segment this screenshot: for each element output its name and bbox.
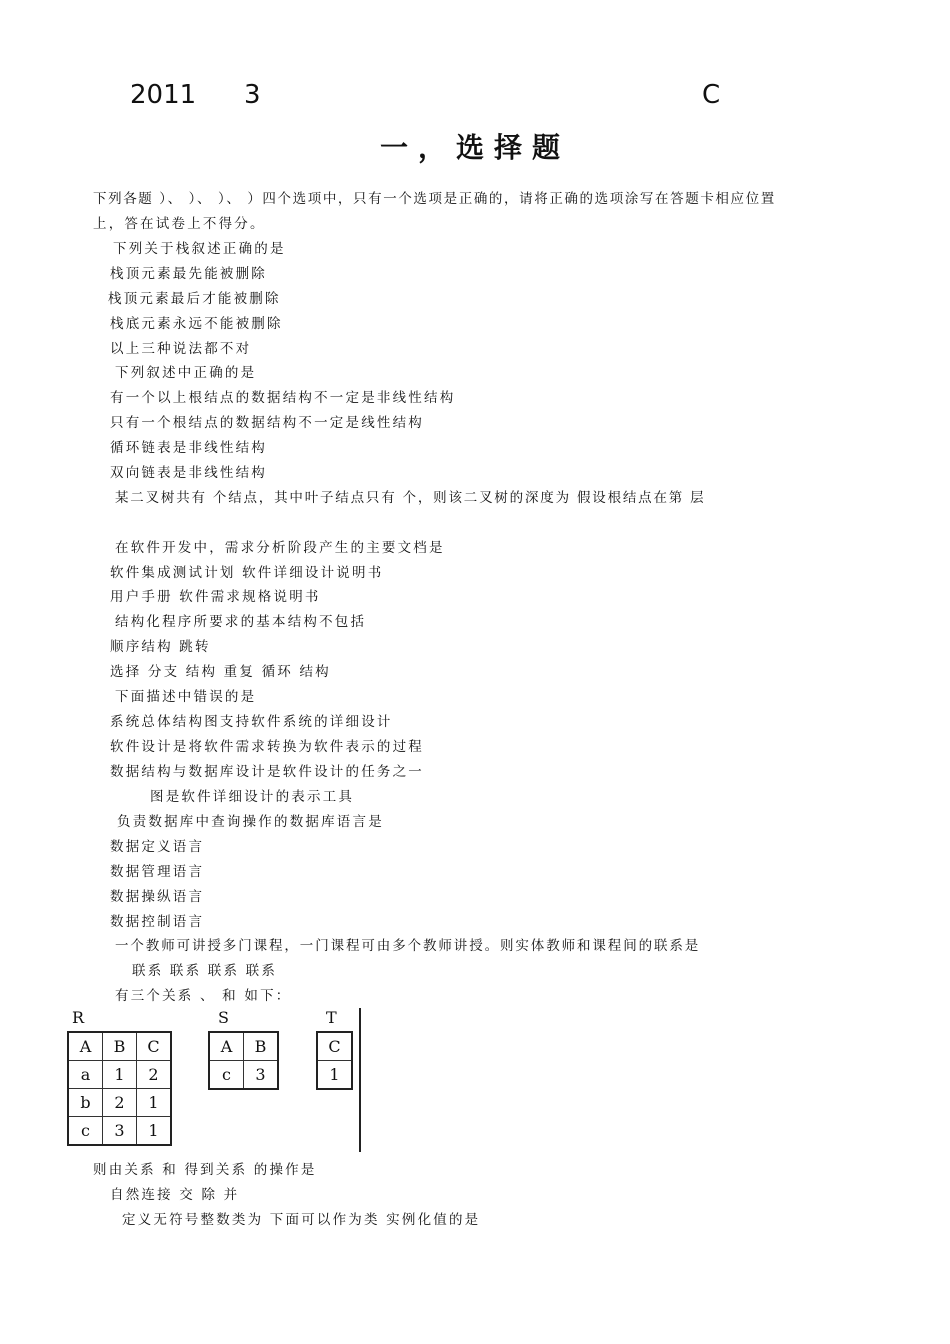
- option-line: 联系 联系 联系 联系: [132, 963, 278, 979]
- table-cell: a: [68, 1061, 103, 1089]
- option-line: 自然连接 交 除 并: [110, 1187, 240, 1203]
- header-month: 3: [244, 80, 261, 110]
- question-line: 有三个关系 、 和 如下：: [115, 988, 292, 1004]
- table-cell: 1: [317, 1061, 352, 1090]
- option-line: 数据操纵语言: [110, 889, 205, 905]
- option-line: 数据定义语言: [110, 839, 205, 855]
- header-level: C: [702, 80, 721, 110]
- table-t-label: T: [326, 1008, 337, 1027]
- section-title: 一，选择题: [379, 131, 570, 164]
- table-cell: 3: [103, 1117, 137, 1146]
- table-cell: 3: [244, 1061, 279, 1090]
- header-year: 2011: [130, 80, 197, 110]
- question-line: 定义无符号整数类为 下面可以作为类 实例化值的是: [122, 1212, 481, 1228]
- option-line: 栈顶元素最后才能被删除: [108, 291, 281, 307]
- option-line: 以上三种说法都不对: [110, 341, 252, 357]
- option-line: 选择 分支 结构 重复 循环 结构: [110, 664, 331, 680]
- option-line: 数据结构与数据库设计是软件设计的任务之一: [110, 764, 424, 780]
- table-cell: 2: [103, 1089, 137, 1117]
- option-line: 数据控制语言: [110, 914, 205, 930]
- table-cell: 1: [103, 1061, 137, 1089]
- table-cell: b: [68, 1089, 103, 1117]
- table-cell: c: [68, 1117, 103, 1146]
- option-line: 顺序结构 跳转: [110, 639, 211, 655]
- table-cell: A: [68, 1032, 103, 1061]
- question-line: 一个教师可讲授多门课程，一门课程可由多个教师讲授。则实体教师和课程间的联系是: [115, 938, 701, 954]
- question-line: 在软件开发中，需求分析阶段产生的主要文档是: [115, 540, 445, 556]
- option-line: 只有一个根结点的数据结构不一定是线性结构: [110, 415, 424, 431]
- option-line: 数据管理语言: [110, 864, 205, 880]
- option-line: 系统总体结构图支持软件系统的详细设计: [110, 714, 393, 730]
- option-line: 软件集成测试计划 软件详细设计说明书: [110, 565, 384, 581]
- table-cell: B: [103, 1032, 137, 1061]
- question-line: 下面描述中错误的是: [115, 689, 257, 705]
- table-cell: A: [209, 1032, 244, 1061]
- table-cell: 1: [137, 1089, 172, 1117]
- option-line: 有一个以上根结点的数据结构不一定是非线性结构: [110, 390, 456, 406]
- option-line: 双向链表是非线性结构: [110, 465, 267, 481]
- option-line: 图是软件详细设计的表示工具: [150, 789, 355, 805]
- intro-line-1: 下列各题 ）、 ）、 ）、 ）四个选项中，只有一个选项是正确的，请将正确的选项涂写在答题卡相应位置: [93, 191, 776, 207]
- table-s-label: S: [218, 1008, 229, 1027]
- option-line: 软件设计是将软件需求转换为软件表示的过程: [110, 739, 424, 755]
- question-line: 负责数据库中查询操作的数据库语言是: [117, 814, 384, 830]
- table-cell: C: [317, 1032, 352, 1061]
- table-cell: B: [244, 1032, 279, 1061]
- question-line: 下列关于栈叙述正确的是: [113, 241, 286, 257]
- table-r-label: R: [72, 1008, 85, 1027]
- option-line: 栈顶元素最先能被删除: [110, 266, 267, 282]
- option-line: 循环链表是非线性结构: [110, 440, 267, 456]
- question-line: 某二叉树共有 个结点，其中叶子结点只有 个，则该二叉树的深度为 假设根结点在第 层: [115, 490, 706, 506]
- option-line: 栈底元素永远不能被删除: [110, 316, 283, 332]
- table-cell: 1: [137, 1117, 172, 1146]
- table-s: [208, 1031, 279, 1090]
- divider-line: [359, 1008, 361, 1152]
- table-t: [316, 1031, 353, 1090]
- table-cell: c: [209, 1061, 244, 1090]
- question-line: 则由关系 和 得到关系 的操作是: [93, 1162, 317, 1178]
- table-cell: C: [137, 1032, 172, 1061]
- table-cell: 2: [137, 1061, 172, 1089]
- option-line: 用户手册 软件需求规格说明书: [110, 589, 321, 605]
- intro-line-2: 上，答在试卷上不得分。: [93, 216, 266, 232]
- question-line: 结构化程序所要求的基本结构不包括: [115, 614, 367, 630]
- question-line: 下列叙述中正确的是: [115, 365, 257, 381]
- table-r: [67, 1031, 172, 1146]
